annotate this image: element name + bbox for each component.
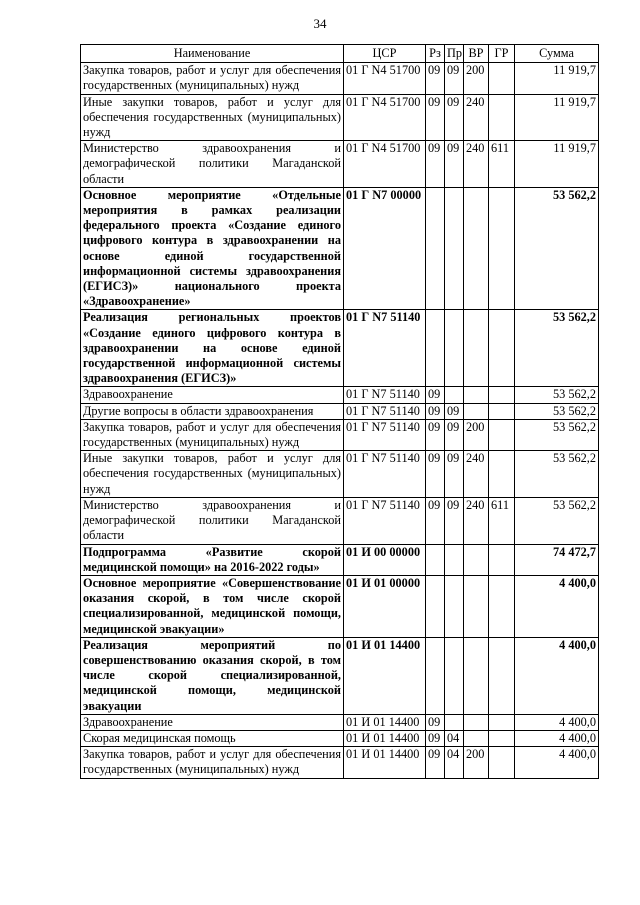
vr-cell: 200 xyxy=(464,747,489,778)
rz-cell xyxy=(426,575,445,637)
vr-cell xyxy=(464,387,489,403)
name-cell: Закупка товаров, работ и услуг для обеспечения государственных (муниципальных) нужд xyxy=(81,419,344,450)
pr-cell: 09 xyxy=(445,403,464,419)
table-row xyxy=(81,575,599,637)
sum-cell: 53 562,2 xyxy=(515,451,599,498)
gr-cell xyxy=(489,637,515,714)
vr-cell xyxy=(464,544,489,575)
table-row xyxy=(81,497,599,544)
table-row xyxy=(81,141,599,188)
csr-cell: 01 И 01 00000 xyxy=(344,575,426,637)
table-row xyxy=(81,451,599,498)
csr-cell: 01 Г N4 51700 xyxy=(344,63,426,94)
pr-cell: 09 xyxy=(445,451,464,498)
sum-cell: 4 400,0 xyxy=(515,575,599,637)
name-cell: Реализация мероприятий по совершенствованию оказания скорой, в том числе скорой специализированной, медицинской помощи, медицинской эвакуации xyxy=(81,637,344,714)
gr-cell xyxy=(489,575,515,637)
table-row xyxy=(81,419,599,450)
header-sum: Сумма xyxy=(515,45,599,63)
rz-cell: 09 xyxy=(426,747,445,778)
table-row xyxy=(81,310,599,387)
gr-cell xyxy=(489,730,515,746)
header-vr: ВР xyxy=(464,45,489,63)
header-pr: Пр xyxy=(445,45,464,63)
sum-cell: 4 400,0 xyxy=(515,747,599,778)
rz-cell xyxy=(426,544,445,575)
gr-cell: 611 xyxy=(489,141,515,188)
gr-cell xyxy=(489,403,515,419)
sum-cell: 53 562,2 xyxy=(515,387,599,403)
csr-cell: 01 Г N4 51700 xyxy=(344,141,426,188)
csr-cell: 01 Г N7 51140 xyxy=(344,419,426,450)
pr-cell xyxy=(445,714,464,730)
sum-cell: 74 472,7 xyxy=(515,544,599,575)
sum-cell: 11 919,7 xyxy=(515,63,599,94)
sum-cell: 4 400,0 xyxy=(515,637,599,714)
vr-cell: 200 xyxy=(464,63,489,94)
header-csr: ЦСР xyxy=(344,45,426,63)
pr-cell: 09 xyxy=(445,497,464,544)
rz-cell: 09 xyxy=(426,497,445,544)
sum-cell: 4 400,0 xyxy=(515,730,599,746)
csr-cell: 01 И 01 14400 xyxy=(344,637,426,714)
gr-cell xyxy=(489,747,515,778)
table-row xyxy=(81,637,599,714)
table-row xyxy=(81,730,599,746)
rz-cell: 09 xyxy=(426,714,445,730)
vr-cell xyxy=(464,637,489,714)
header-row xyxy=(81,45,599,63)
budget-table xyxy=(80,44,599,779)
name-cell: Министерство здравоохранения и демографической политики Магаданской области xyxy=(81,497,344,544)
vr-cell: 240 xyxy=(464,451,489,498)
pr-cell xyxy=(445,544,464,575)
vr-cell: 240 xyxy=(464,497,489,544)
sum-cell: 53 562,2 xyxy=(515,403,599,419)
sum-cell: 11 919,7 xyxy=(515,94,599,141)
sum-cell: 11 919,7 xyxy=(515,141,599,188)
gr-cell xyxy=(489,387,515,403)
name-cell: Иные закупки товаров, работ и услуг для обеспечения государственных (муниципальных) нужд xyxy=(81,94,344,141)
pr-cell: 09 xyxy=(445,141,464,188)
vr-cell: 240 xyxy=(464,94,489,141)
name-cell: Иные закупки товаров, работ и услуг для обеспечения государственных (муниципальных) нужд xyxy=(81,451,344,498)
name-cell: Реализация региональных проектов «Создание единого цифрового контура в здравоохранении на основе единой государственной информационной системы здравоохранения (ЕГИСЗ)» xyxy=(81,310,344,387)
rz-cell: 09 xyxy=(426,419,445,450)
rz-cell: 09 xyxy=(426,387,445,403)
csr-cell: 01 Г N7 51140 xyxy=(344,451,426,498)
pr-cell xyxy=(445,575,464,637)
rz-cell xyxy=(426,187,445,310)
sum-cell: 53 562,2 xyxy=(515,310,599,387)
gr-cell xyxy=(489,187,515,310)
gr-cell xyxy=(489,310,515,387)
gr-cell: 611 xyxy=(489,497,515,544)
pr-cell xyxy=(445,187,464,310)
pr-cell: 04 xyxy=(445,730,464,746)
name-cell: Подпрограмма «Развитие скорой медицинской помощи» на 2016-2022 годы» xyxy=(81,544,344,575)
name-cell: Закупка товаров, работ и услуг для обеспечения государственных (муниципальных) нужд xyxy=(81,63,344,94)
gr-cell xyxy=(489,451,515,498)
pr-cell xyxy=(445,310,464,387)
vr-cell xyxy=(464,714,489,730)
name-cell: Министерство здравоохранения и демографической политики Магаданской области xyxy=(81,141,344,188)
rz-cell xyxy=(426,637,445,714)
gr-cell xyxy=(489,714,515,730)
table-row xyxy=(81,714,599,730)
pr-cell: 09 xyxy=(445,94,464,141)
header-name: Наименование xyxy=(81,45,344,63)
csr-cell: 01 Г N7 51140 xyxy=(344,310,426,387)
name-cell: Основное мероприятие «Совершенствование оказания скорой, в том числе скорой специализированной, медицинской помощи, медицинской эвакуации» xyxy=(81,575,344,637)
vr-cell xyxy=(464,403,489,419)
sum-cell: 53 562,2 xyxy=(515,187,599,310)
rz-cell: 09 xyxy=(426,451,445,498)
rz-cell: 09 xyxy=(426,730,445,746)
gr-cell xyxy=(489,94,515,141)
gr-cell xyxy=(489,419,515,450)
sum-cell: 53 562,2 xyxy=(515,419,599,450)
vr-cell xyxy=(464,575,489,637)
csr-cell: 01 Г N7 51140 xyxy=(344,497,426,544)
csr-cell: 01 И 00 00000 xyxy=(344,544,426,575)
table-row xyxy=(81,747,599,778)
pr-cell: 09 xyxy=(445,419,464,450)
gr-cell xyxy=(489,544,515,575)
vr-cell xyxy=(464,187,489,310)
name-cell: Другие вопросы в области здравоохранения xyxy=(81,403,344,419)
vr-cell: 240 xyxy=(464,141,489,188)
table-row xyxy=(81,63,599,94)
sum-cell: 4 400,0 xyxy=(515,714,599,730)
pr-cell xyxy=(445,637,464,714)
table-row xyxy=(81,187,599,310)
pr-cell xyxy=(445,387,464,403)
csr-cell: 01 Г N7 00000 xyxy=(344,187,426,310)
csr-cell: 01 Г N4 51700 xyxy=(344,94,426,141)
table-body xyxy=(81,63,599,778)
csr-cell: 01 И 01 14400 xyxy=(344,714,426,730)
table-header xyxy=(81,45,599,63)
sum-cell: 53 562,2 xyxy=(515,497,599,544)
header-rz: Рз xyxy=(426,45,445,63)
name-cell: Основное мероприятие «Отдельные мероприятия в рамках реализации федерального проекта «Создание единого цифрового контура в здравоохранении на основе единой государственной информационной системы здравоохранения (ЕГИСЗ)» национального проекта «Здравоохранение» xyxy=(81,187,344,310)
csr-cell: 01 И 01 14400 xyxy=(344,747,426,778)
vr-cell xyxy=(464,310,489,387)
vr-cell: 200 xyxy=(464,419,489,450)
name-cell: Закупка товаров, работ и услуг для обеспечения государственных (муниципальных) нужд xyxy=(81,747,344,778)
vr-cell xyxy=(464,730,489,746)
rz-cell: 09 xyxy=(426,403,445,419)
rz-cell: 09 xyxy=(426,94,445,141)
rz-cell xyxy=(426,310,445,387)
name-cell: Скорая медицинская помощь xyxy=(81,730,344,746)
pr-cell: 04 xyxy=(445,747,464,778)
name-cell: Здравоохранение xyxy=(81,714,344,730)
table-row xyxy=(81,387,599,403)
gr-cell xyxy=(489,63,515,94)
rz-cell: 09 xyxy=(426,141,445,188)
pr-cell: 09 xyxy=(445,63,464,94)
table-row xyxy=(81,94,599,141)
table-row xyxy=(81,544,599,575)
page-number: 34 xyxy=(313,16,327,31)
name-cell: Здравоохранение xyxy=(81,387,344,403)
rz-cell: 09 xyxy=(426,63,445,94)
csr-cell: 01 Г N7 51140 xyxy=(344,403,426,419)
header-gr: ГР xyxy=(489,45,515,63)
table-row xyxy=(81,403,599,419)
csr-cell: 01 Г N7 51140 xyxy=(344,387,426,403)
csr-cell: 01 И 01 14400 xyxy=(344,730,426,746)
